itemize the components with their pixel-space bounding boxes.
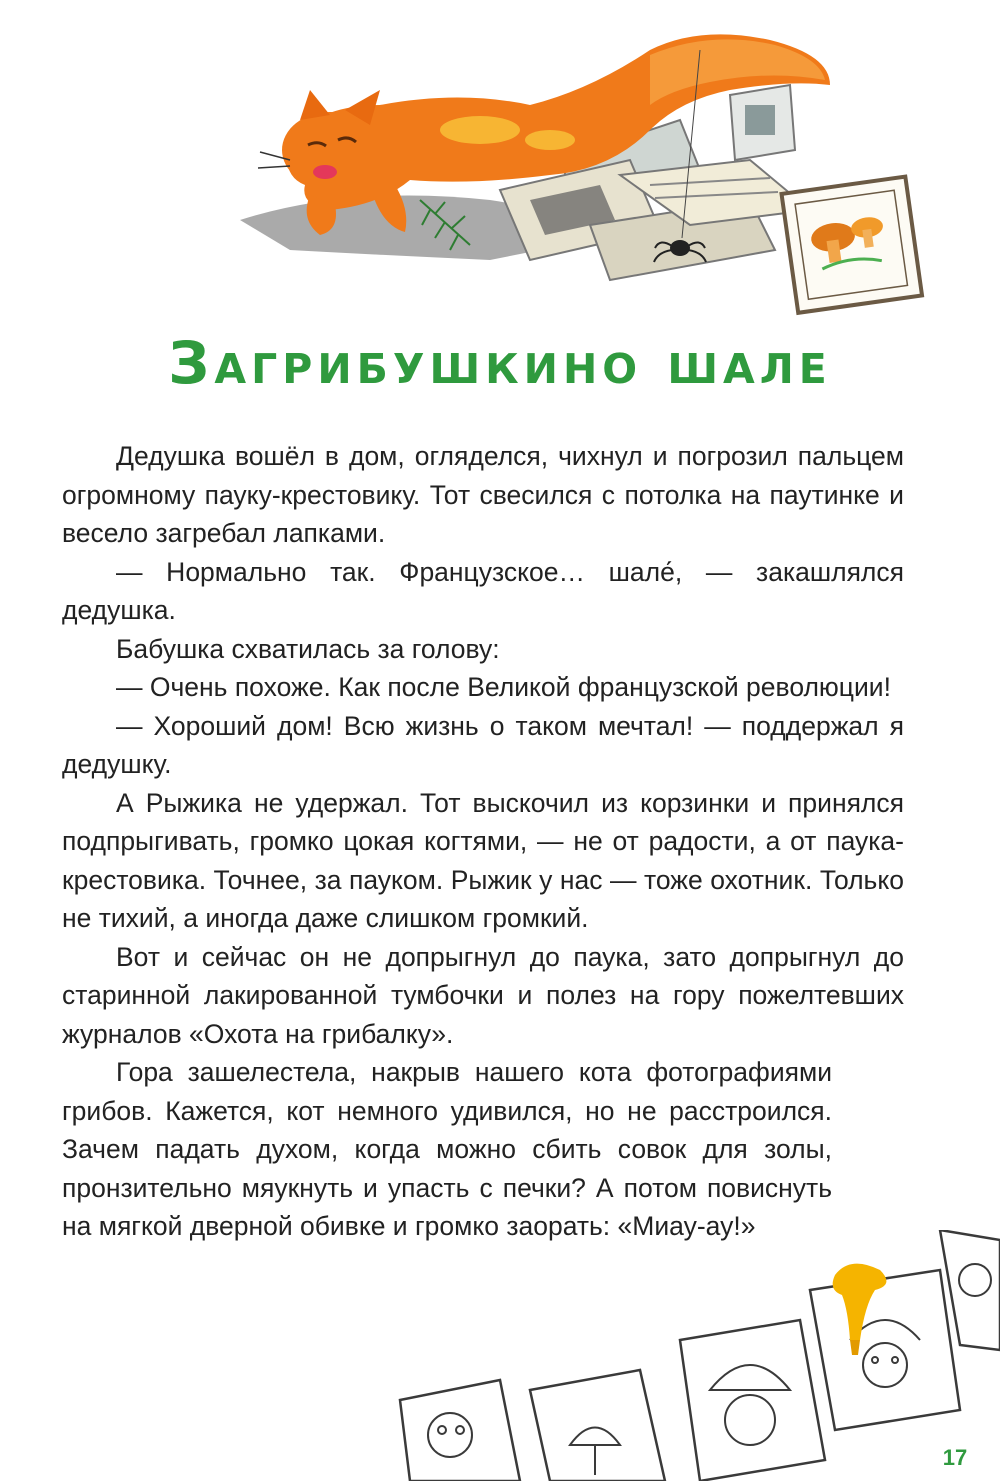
paragraph-6: А Рыжика не удержал. Тот выскочил из корзинки и принялся подпрыгивать, громко цокая когтями, — не от радости, а от паука-крестовика. Точнее, за пауком. Рыжик у нас — тоже охотник. Только не тихий, а иногда даже слишком громкий. [62, 787, 904, 933]
paragraph-4: — Очень похоже. Как после Великой французской революции! [116, 672, 891, 702]
paragraph-8: Гора зашелестела, накрыв нашего кота фотографиями грибов. Кажется, кот немного удивился, но не расстроился. Зачем падать духом, когда можно сбить совок для золы, пронзительно мяукнуть и упасть с печки? А потом повиснуть на мягкой дверной обивке и громко заорать: «Миау-ау!» [62, 1057, 832, 1241]
paragraph-7: Вот и сейчас он не допрыгнул до паука, зато допрыгнул до старинной лакированной тумбочки и полез на гору пожелтевших журналов «Охота на грибалку». [62, 941, 904, 1049]
paragraph-5: — Хороший дом! Всю жизнь о таком мечтал! — поддержал я дедушку. [62, 710, 904, 779]
photo-frame-icon [810, 1270, 960, 1430]
photo-frame-icon [400, 1380, 520, 1481]
paragraph-1: Дедушка вошёл в дом, огляделся, чихнул и погрозил пальцем огромному пауку-крестовику. Тот свесился с потолка на паутинке и весело загребал лапками. [62, 441, 904, 548]
story-text [62, 437, 904, 1246]
photo-frame-icon [530, 1370, 665, 1481]
mushroom-photo-icon [782, 177, 922, 313]
page-number: 17 [942, 1445, 968, 1470]
photo-frame-icon [680, 1320, 825, 1481]
photos-illustration [380, 1230, 1000, 1481]
cat-illustration [230, 10, 930, 330]
paragraph-3: Бабушка схватилась за голову: [116, 633, 500, 664]
paragraph-2: — Нормально так. Французское… шале́, — закашлялся дедушка. [62, 556, 904, 625]
chapter-title: Загрибушкино шале [168, 329, 832, 397]
